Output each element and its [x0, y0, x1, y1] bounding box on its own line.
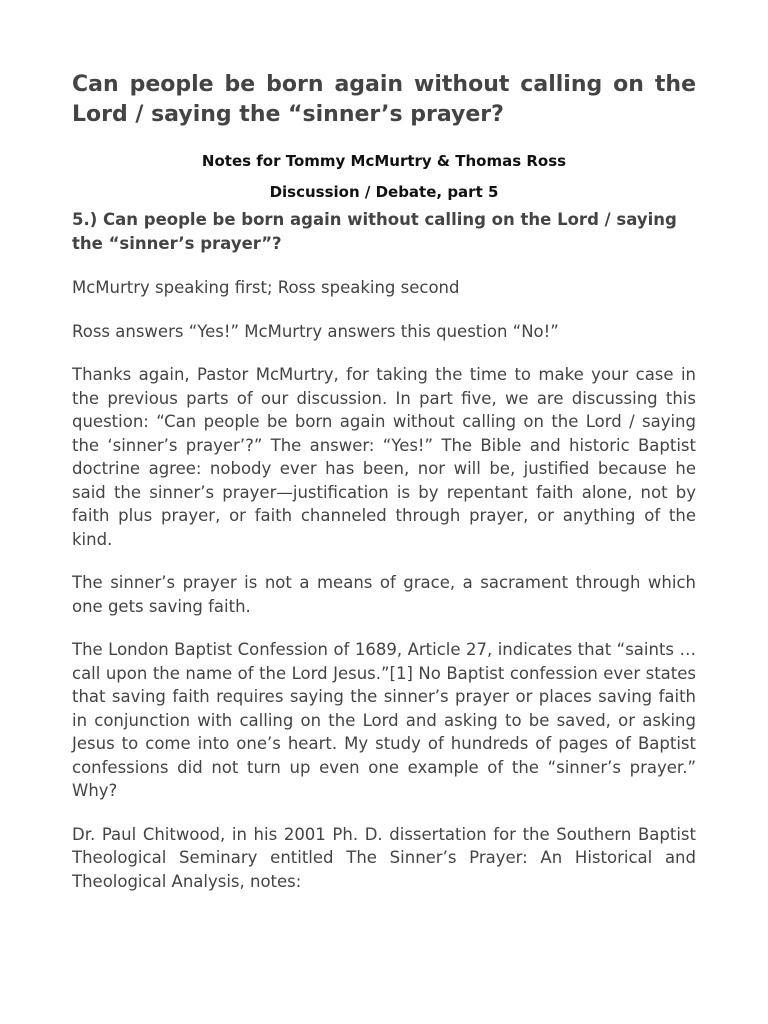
document-title: Can people be born again without calling on the Lord / saying the “sinner’s prayer? [72, 72, 696, 127]
question-heading: 5.) Can people be born again without calling on the Lord / saying the “sinner’s prayer”? [72, 210, 677, 253]
paragraph-london-confession: The London Baptist Confession of 1689, Article 27, indicates that “saints … call upon the name of the Lord Jesus.”[1] No Baptist confession ever states that saving faith requires saying the sinner’s prayer or places saving faith in conjunction with calling on the Lord and asking to be saved, or asking Jesus to come into one’s heart. My study of hundreds of pages of Baptist confessions did not turn up even one example of the “sinner’s prayer.” Why? [72, 640, 696, 800]
notes-subtitle: Notes for Tommy McMurtry & Thomas Ross [201, 152, 567, 170]
paragraph-speaking-order: McMurtry speaking first; Ross speaking second [72, 278, 460, 297]
paragraph-thanks: Thanks again, Pastor McMurtry, for taking the time to make your case in the previous parts of our discussion. In part five, we are discussing this question: “Can people be born again without calling on the Lord / saying the ‘sinner’s prayer’?” The answer: “Yes!” The Bible and historic Baptist doctrine agree: nobody ever has been, nor will be, justified because he said the sinner’s prayer—justification is by repentant faith alone, not by faith plus prayer, or faith channeled through prayer, or anything of the kind. [72, 365, 696, 549]
paragraph-means-of-grace: The sinner’s prayer is not a means of grace, a sacrament through which one gets saving faith. [72, 573, 696, 616]
document-page [72, 70, 696, 913]
debate-subtitle: Discussion / Debate, part 5 [269, 183, 499, 201]
paragraph-chitwood: Dr. Paul Chitwood, in his 2001 Ph. D. dissertation for the Southern Baptist Theological Seminary entitled The Sinner’s Prayer: An Historical and Theological Analysis, notes: [72, 824, 696, 891]
paragraph-answers: Ross answers “Yes!” McMurtry answers this question “No!” [72, 321, 559, 341]
